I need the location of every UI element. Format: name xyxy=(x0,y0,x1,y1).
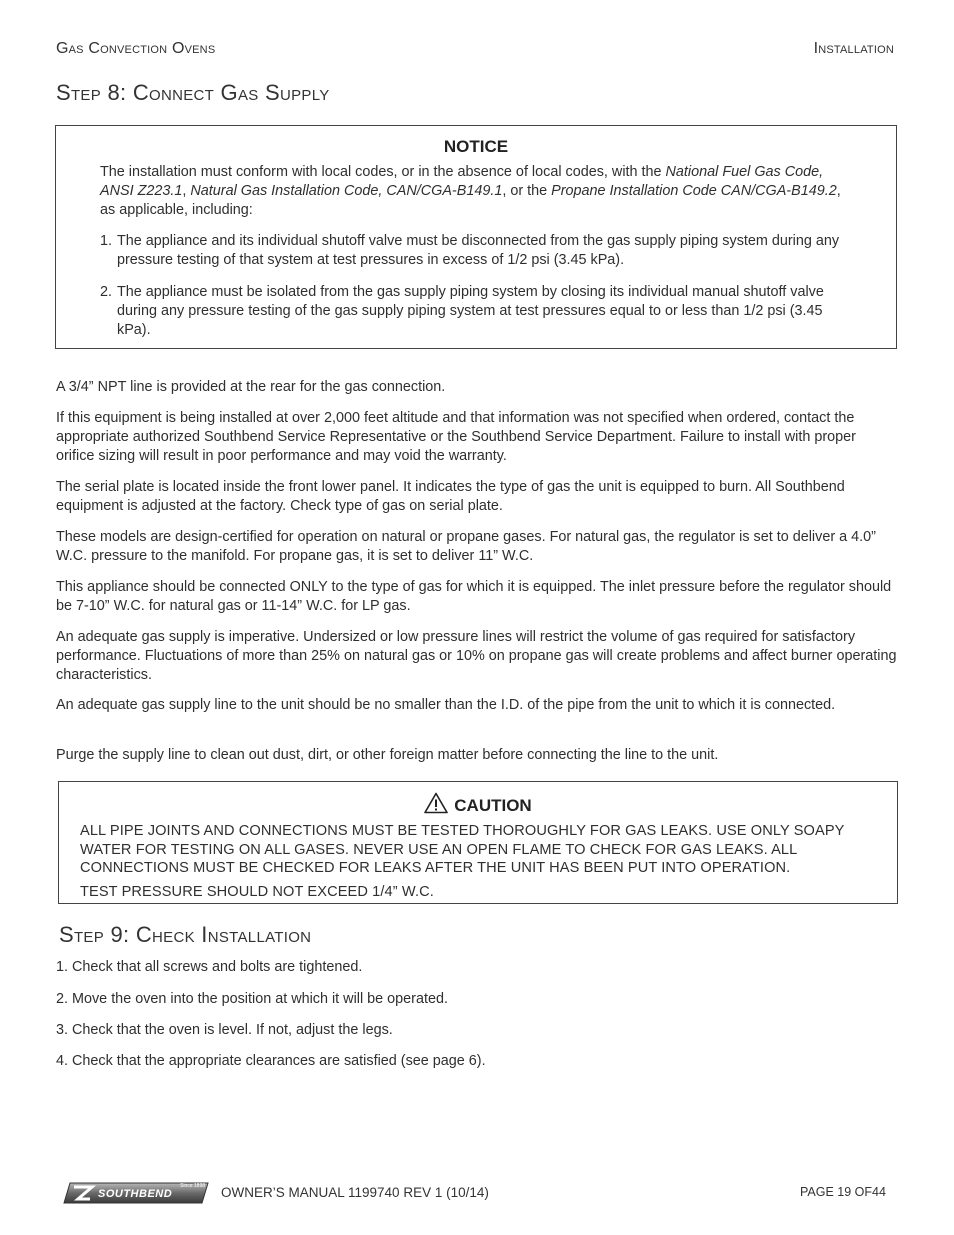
body-paragraph: The serial plate is located inside the front lower panel. It indicates the type of gas the unit is equipped to burn. All Southbend equipment is adjusted at the factory. Check type of gas on serial plate. xyxy=(56,479,845,514)
body-paragraph: If this equipment is being installed at over 2,000 feet altitude and that information was not specified when ordered, contact the appropriate authorized Southbend Service Representative or the Southbend Service Department. Failure to install with proper orifice sizing will result in poor performance and may void the warranty. xyxy=(56,410,856,464)
logo-wordmark: SOUTHBEND xyxy=(98,1188,173,1200)
notice-intro-code-3: Propane Installation Code CAN/CGA-B149.2 xyxy=(551,183,837,199)
step-9-title: Step 9: Check Installation xyxy=(59,922,312,947)
notice-intro-code-1: National Fuel Gas Code, ANSI Z223.1 xyxy=(100,164,824,199)
notice-intro-text-3: , or the xyxy=(502,183,552,199)
checklist-item: 2. Move the oven into the position at which it will be operated. xyxy=(56,991,448,1007)
footer-page-number: PAGE 19 OF44 xyxy=(800,1185,886,1199)
body-paragraph: A 3/4” NPT line is provided at the rear for the gas connection. xyxy=(56,379,446,395)
notice-item xyxy=(100,232,856,270)
notice-item-text: The appliance must be isolated from the gas supply piping system by closing its individual manual shutoff valve during any pressure testing of the gas supply piping system at test pressures equal to or less than 1/2 psi (3.45 kPa). xyxy=(117,284,824,338)
notice-box xyxy=(55,125,897,349)
warning-triangle-icon xyxy=(424,792,448,814)
body-paragraph: Purge the supply line to clean out dust, dirt, or other foreign matter before connecting the line to the unit. xyxy=(56,747,719,763)
notice-intro-text-2: , xyxy=(182,183,191,199)
caution-text-test-pressure: TEST PRESSURE SHOULD NOT EXCEED 1/4” W.C. xyxy=(80,883,434,900)
step-8-title: Step 8: Connect Gas Supply xyxy=(56,80,330,105)
checklist-item: 3. Check that the oven is level. If not, adjust the legs. xyxy=(56,1022,393,1038)
running-header-left: Gas Convection Ovens xyxy=(56,40,216,57)
body-paragraph: An adequate gas supply is imperative. Undersized or low pressure lines will restrict the volume of gas required for satisfactory performance. Fluctuations of more than 25% on natural gas or 10% on propane gas will create problems and affect burner operating characteristics. xyxy=(56,629,897,683)
southbend-logo xyxy=(62,1181,212,1205)
body-paragraph: These models are design-certified for operation on natural or propane gases. For natural gas, the regulator is set to deliver a 4.0” W.C. pressure to the manifold. For propane gas, it is set to deliver 11” W.C. xyxy=(56,529,876,564)
notice-intro xyxy=(100,163,844,220)
checklist-item: 1. Check that all screws and bolts are tightened. xyxy=(56,959,363,975)
caution-title: CAUTION xyxy=(454,796,532,815)
notice-item xyxy=(100,283,856,340)
checklist-item: 4. Check that the appropriate clearances are satisfied (see page 6). xyxy=(56,1053,486,1069)
caution-heading xyxy=(59,792,897,816)
logo-since: Since 1898 xyxy=(180,1183,206,1189)
notice-intro-text-1: The installation must conform with local codes, or in the absence of local codes, with the xyxy=(100,164,666,180)
notice-item-number: 1. xyxy=(100,233,113,249)
notice-item-text: The appliance and its individual shutoff valve must be disconnected from the gas supply piping system during any pressure testing of that system at test pressures in excess of 1/2 psi (3.45 kPa). xyxy=(117,233,840,268)
body-paragraph: An adequate gas supply line to the unit should be no smaller than the I.D. of the pipe from the unit to which it is connected. xyxy=(56,697,836,713)
caution-text: ALL PIPE JOINTS AND CONNECTIONS MUST BE TESTED THOROUGHLY FOR GAS LEAKS. USE ONLY SOAPY WATER FOR TESTING ON ALL GASES. NEVER USE AN OPEN FLAME TO CHECK FOR GAS LEAKS. ALL CONNECTIONS MUST BE CHECKED FOR LEAKS AFTER THE UNIT HAS BEEN PUT INTO OPERATION. xyxy=(80,823,845,876)
notice-intro-code-2: Natural Gas Installation Code, CAN/CGA-B149.1 xyxy=(190,183,503,199)
caution-box xyxy=(58,781,898,904)
running-header-right: Installation xyxy=(813,40,894,57)
body-paragraph: This appliance should be connected ONLY to the type of gas for which it is equipped. The inlet pressure before the regulator should be 7-10” W.C. for natural gas or 11-14” W.C. for LP gas. xyxy=(56,579,892,614)
notice-intro-text-4: , as applicable, including: xyxy=(100,183,841,218)
footer-manual-number: OWNER’S MANUAL 1199740 REV 1 (10/14) xyxy=(221,1185,489,1200)
notice-title: NOTICE xyxy=(443,137,509,156)
notice-item-number: 2. xyxy=(100,284,113,300)
